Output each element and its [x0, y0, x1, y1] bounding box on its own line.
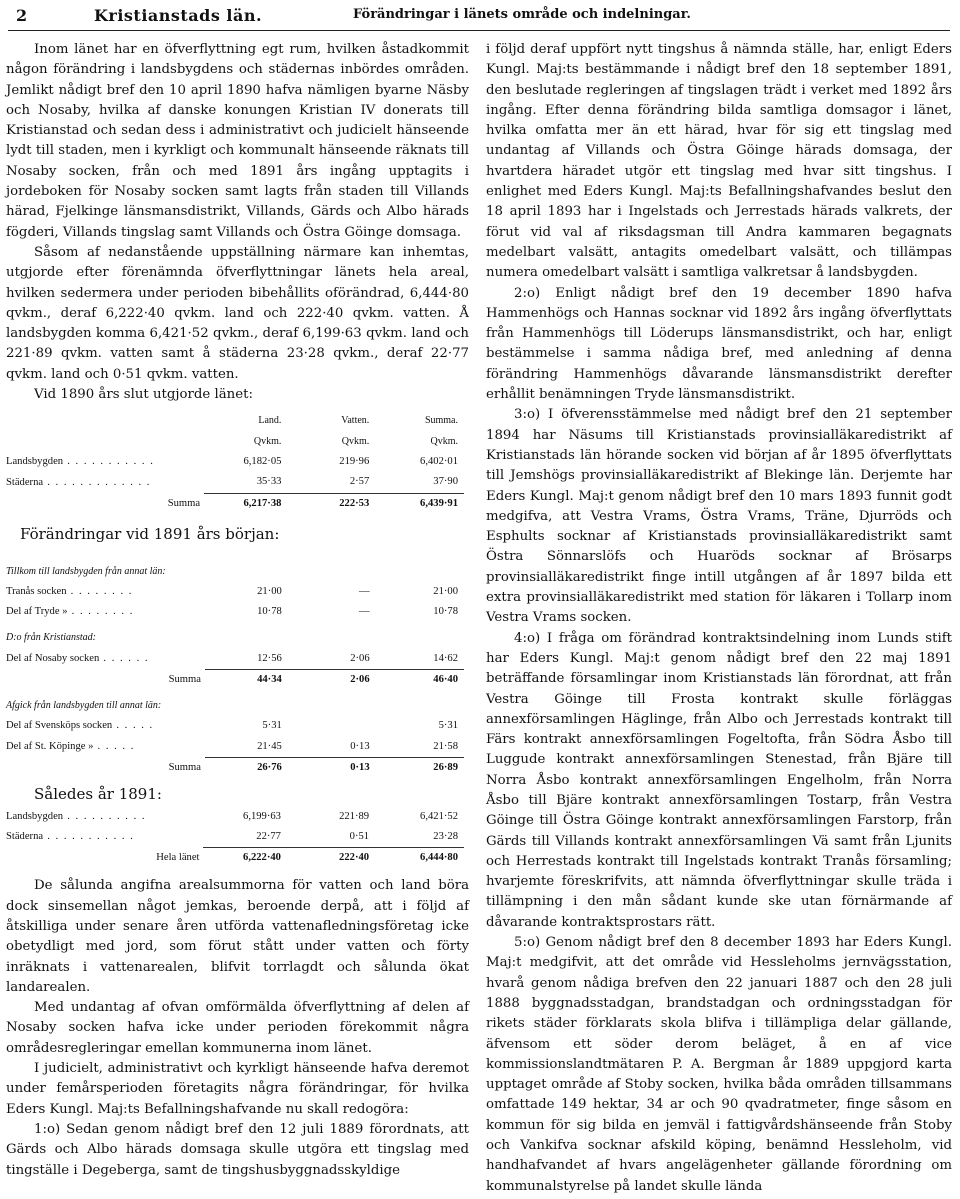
paragraph: 4:o) I fråga om förändrad kontraktsindelning inom Lunds stift har Eders Kungl. Maj:t genom nådigt bref den 22 maj 1891 beträffande församlingar inom Kristianstads län förordnat, att från Vestra Göinge till Frosta kontrakt skulle förläggas annexförsamlingen Häglinge, från Albo och Jerrestads kontrakt till Färs kontrakt annexförsamlingen Fogeltofta, från Södra Åsbo till Luggude kontrakt annexförsamlingen Stenestad, från Bjäre till Norra Åsbo kontrakt annexförsamlingen Engelholm, från Norra Åsbo till Bjäre kontrakt annexförsamlingen Tostarp, från Vestra Göinge till Östra Göinge kontrakt annexförsamlingen Farstorp, från Gärds till Villands kontrakt annexförsamlingen Vä samt från Ljunits och Herrestads kontrakt till Ingelstads kontrakt Tranås församling; hvarjemte föreskrifvits, att nämnda öfverflyttningar skulle träda i tillämpning i den mån sådant kunde ske utan förnärmande af dåvarande kontraktsprostars rätt.: [486, 630, 952, 930]
cell-land: 6,182·05: [243, 455, 282, 467]
col-unit: Qvkm.: [253, 435, 282, 447]
cell-water: 2·06: [288, 649, 376, 670]
table-row: Tranås socken . . . . . . . . 21·00 — 21·00: [6, 582, 464, 602]
col-unit: Qvkm.: [430, 435, 458, 447]
paragraph: 2:o) Enligt nådigt bref den 19 december 1890 hafva Hammenhögs och Hannas socknar vid 1892 års ingång öfverflyttats från Hammenhögs till Löderups länsmansdistrikt, och har, enligt bestämmelse i samma nådiga bref, med anledning af denna förändring Hammenhögs dåvarande länsmansdistrikt derefter erhållit benämningen Tryde länsmansdistrikt.: [486, 285, 952, 403]
left-column: [6, 40, 469, 1181]
cell-sum: 46·40: [433, 674, 458, 686]
cell-sum: 6,421·52: [420, 810, 458, 822]
header-title-right: Förändringar i länets område och indelningar.: [353, 7, 691, 22]
paragraph: 5:o) Genom nådigt bref den 8 december 1893 har Eders Kungl. Maj:t medgifvit, att det område vid Hessleholms jernvägsstation, hvarå genom nådiga brefven den 22 januari 1887 och den 28 juli 1888 byggnadsstadgan, brandstadgan och ordningsstadgan för rikets städer förklarats skola blifva i tillämpliga delar gällande, äfvensom ett söder derom beläget, å en af vice kommissionslandtmätaren P. A. Bergman år 1889 uppgjord karta upptaget område af Stoby socken, hvilka båda områden tillsammans omfattade 149 hektar, 34 ar och 90 qvadratmeter, finge såsom en kommun för sig bilda en jemväl i fattigvårdshänseende från Stoby och Vankifva socknar afskild köping, benämnd Hessleholm, vid handhafvandet af hvars angelägenheter gällande förordning om kommunalstyrelse på landet skulle lända: [486, 935, 952, 1194]
cell-sum: 21·58: [376, 737, 464, 758]
cell-land: 21·45: [205, 737, 288, 758]
cell-land: 21·00: [257, 586, 282, 598]
cell-land: 6,199·63: [243, 810, 281, 822]
total-label: Summa: [168, 674, 201, 686]
cell-sum: 10·78: [433, 606, 458, 618]
paragraph: I judicielt, administrativt och kyrkligt hänseende hafva deremot under femårsperioden företagits några förändringar, för hvilka Eders Kungl. Maj:ts Befallningshafvande nu skall redogöra:: [6, 1061, 469, 1117]
row-label: Del af Svensköps socken: [6, 720, 113, 732]
row-label: Del af Tryde »: [6, 606, 68, 618]
table-row: Landsbygden . . . . . . . . . . 6,199·63 221·89 6,421·52: [6, 807, 464, 827]
cell-water: 221·89: [339, 810, 370, 822]
col-header: Vatten.: [341, 415, 370, 427]
cell-water: 219·96: [339, 455, 370, 467]
table-row: Del af Svensköps socken . . . . . 5·31 5·31: [6, 716, 464, 736]
group-heading: D:o från Kristianstad:: [6, 632, 97, 644]
table-total-row: [6, 670, 464, 691]
cell-land: 12·56: [205, 649, 288, 670]
cell-sum: 6,402·01: [420, 455, 458, 467]
cell-sum: 23·28: [375, 827, 464, 848]
row-label: Landsbygden: [6, 810, 64, 822]
cell-land: 5·31: [262, 720, 282, 732]
cell-sum: 6,444·80: [420, 852, 458, 864]
right-column: [486, 40, 952, 1197]
cell-water: 0·13: [350, 761, 370, 773]
cell-water: 222·53: [339, 497, 370, 509]
cell-land: 10·78: [257, 606, 282, 618]
cell-water: —: [359, 606, 370, 618]
header-title-left: Kristianstads län.: [94, 6, 263, 25]
row-label: Städerna: [6, 476, 44, 488]
table-row: Städerna . . . . . . . . . . . . . 35·33 2·57 37·90: [6, 472, 464, 493]
paragraph: Inom länet har en öfverflyttning egt rum, hvilken åstadkommit någon förändring i landsbygdens och städernas inbördes områden. Jemlikt nådigt bref den 10 april 1890 hafva nämligen byarne Näsby och Nosaby, hvilka af danske konungen Kristian IV donerats till Kristianstad och sedan dess i administrativt och judicielt hänseende lydt till staden, men i kyrkligt och kommunalt hänseende räknats till Nosaby socken, från och med 1891 års ingång upptagits i jordeboken för Nosaby socken samt lagts från staden till Villands härad, Fjelkinge länsmansdistrikt, Villands, Gärds och Albo härads fögderi, Villands tingslag samt Villands och Östra Göinge domsaga.: [6, 42, 469, 240]
paragraph: i följd deraf uppfört nytt tingshus å nämnda ställe, har, enligt Eders Kungl. Maj:ts bestämmande i nådigt bref den 18 september 1891, den beslutade regleringen af tingslagen trädt i verket med 1892 års ingång. Efter denna förändring bilda samtliga domsagor i länet, hvilka omfatta mer än ett härad, hvar för sig ett tingslag med undantag af Villands och Östra Göinge härads domsaga, der hvartdera häradet utgör ett tingslag med hvar sitt tingshus. I enlighet med Eders Kungl. Maj:ts Befallningshafvandes beslut den 18 april 1893 har i Ingelstads och Jerrestads härads valkrets, der förut vid val af riksdagsman till Andra kammaren begagnats medelbart valsätt, antagits omedelbart valsätt, och tillämpas numera omedelbart valsätt i samtliga valkretsar å landsbygden.: [486, 42, 952, 281]
cell-land: 6,217·38: [243, 497, 282, 509]
paragraph: De sålunda angifna arealsummorna för vatten och land böra dock sinsemellan något jemkas, beroende derpå, att i följd af åtskilliga under senare åren utförda vattenafledningsföretag icke obetydligt med jord, som förut stått under vatten och förty inräknats i vattenarealen, blifvit torrlagdt och sålunda ökat landarealen.: [6, 878, 469, 995]
cell-water: 0·13: [288, 737, 376, 758]
cell-sum: 6,439·91: [420, 497, 458, 509]
row-label: Tranås socken: [6, 586, 67, 598]
table-row: Städerna . . . . . . . . . . . 22·77 0·51 23·28: [6, 827, 464, 848]
total-label: Summa: [167, 497, 201, 509]
paragraph: Vid 1890 års slut utgjorde länet:: [34, 387, 253, 403]
cell-water: 222·40: [339, 852, 370, 864]
row-label: Del af St. Köpinge »: [6, 741, 94, 753]
row-label: Del af Nosaby socken: [6, 653, 100, 665]
table-total-row: [6, 757, 464, 778]
area-table-1891: [6, 807, 464, 869]
cell-water: [288, 716, 376, 736]
table-total-row: [6, 848, 464, 869]
cell-water: —: [359, 586, 370, 598]
cell-land: 44·34: [257, 674, 282, 686]
table-row: Del af Tryde » . . . . . . . . 10·78 — 10·78: [6, 602, 464, 622]
col-header: Land.: [258, 415, 282, 427]
cell-sum: 14·62: [376, 649, 464, 670]
col-unit: Qvkm.: [341, 435, 370, 447]
section-heading: Således år 1891:: [34, 785, 162, 804]
paragraph: 3:o) I öfverensstämmelse med nådigt bref den 21 september 1894 har Näsums till Kristianstads provinsialläkaredistrikt af Kristianstads län hörande socken vid början af år 1895 öfverflyttats till Jemshögs provinsialläkaredistrikt af Blekinge län. Derjemte har Eders Kungl. Maj:t genom nådigt bref den 10 mars 1893 funnit godt medgifva, att Vestra Vrams, Östra Vrams, Träne, Djurröds och Esphults socknar af Kristianstads provinsialläkaredistrikt samt Östra Sönnarslöfs och Huaröds socknar af Brösarps provinsialläkaredistrikt finge intill utgången af år 1897 bilda ett extra provinsialläkaredistrikt med station för läkaren i Tollarp inom Vestra Vrams socken.: [486, 407, 952, 626]
table-row: Del af Nosaby socken . . . . . . 12·56 2·06 14·62: [6, 649, 464, 670]
row-label: Städerna: [6, 831, 44, 843]
cell-water: 2·57: [287, 472, 375, 493]
cell-sum: 21·00: [433, 586, 458, 598]
cell-land: 22·77: [203, 827, 287, 848]
cell-water: 0·51: [287, 827, 375, 848]
cell-land: 6,222·40: [243, 852, 281, 864]
cell-land: 26·76: [257, 761, 282, 773]
section-heading: Förändringar vid 1891 års början:: [20, 524, 280, 543]
table-total-row: [6, 493, 464, 514]
cell-water: 2·06: [350, 674, 370, 686]
total-label: Hela länet: [156, 852, 200, 864]
table-row: Del af St. Köpinge » . . . . . 21·45 0·13 21·58: [6, 737, 464, 758]
page-number: 2: [16, 6, 28, 25]
col-header: Summa.: [424, 415, 458, 427]
cell-sum: 37·90: [375, 472, 464, 493]
cell-land: 35·33: [204, 472, 287, 493]
total-label: Summa: [168, 761, 201, 773]
row-label: Landsbygden: [6, 455, 64, 467]
cell-sum: 5·31: [438, 720, 458, 732]
cell-sum: 26·89: [433, 761, 458, 773]
area-changes-table: [6, 556, 464, 778]
page-header: [8, 4, 950, 31]
group-heading: Tillkom till landsbygden från annat län:: [6, 565, 166, 577]
area-table-1890: [6, 411, 464, 513]
paragraph: 1:o) Sedan genom nådigt bref den 12 juli 1889 förordnats, att Gärds och Albo härads domsaga skulle utgöra ett tingslag med tingställe i Degeberga, samt de tingshusbyggnadsskyldige: [6, 1121, 469, 1178]
paragraph: Såsom af nedanstående uppställning närmare kan inhemtas, utgjorde efter förenämnda öfverflyttningar länets hela areal, hvilken sedermera under perioden bibehållits oförändrad, 6,444·80 qvkm., deraf 6,222·40 qvkm. land och 222·40 qvkm. vatten. Å landsbygden komma 6,421·52 qvkm., deraf 6,199·63 qvkm. land och 221·89 qvkm. vatten samt å städerna 23·28 qvkm., deraf 22·77 qvkm. land och 0·51 qvkm. vatten.: [6, 244, 469, 382]
table-row: Landsbygden . . . . . . . . . . . 6,182·05 219·96 6,402·01: [6, 452, 464, 472]
paragraph: Med undantag af ofvan omförmälda öfverflyttning af delen af Nosaby socken hafva icke under perioden förekommit några områdesregleringar emellan kommunerna inom länet.: [6, 1000, 469, 1056]
group-heading: Afgick från landsbygden till annat län:: [6, 700, 162, 712]
